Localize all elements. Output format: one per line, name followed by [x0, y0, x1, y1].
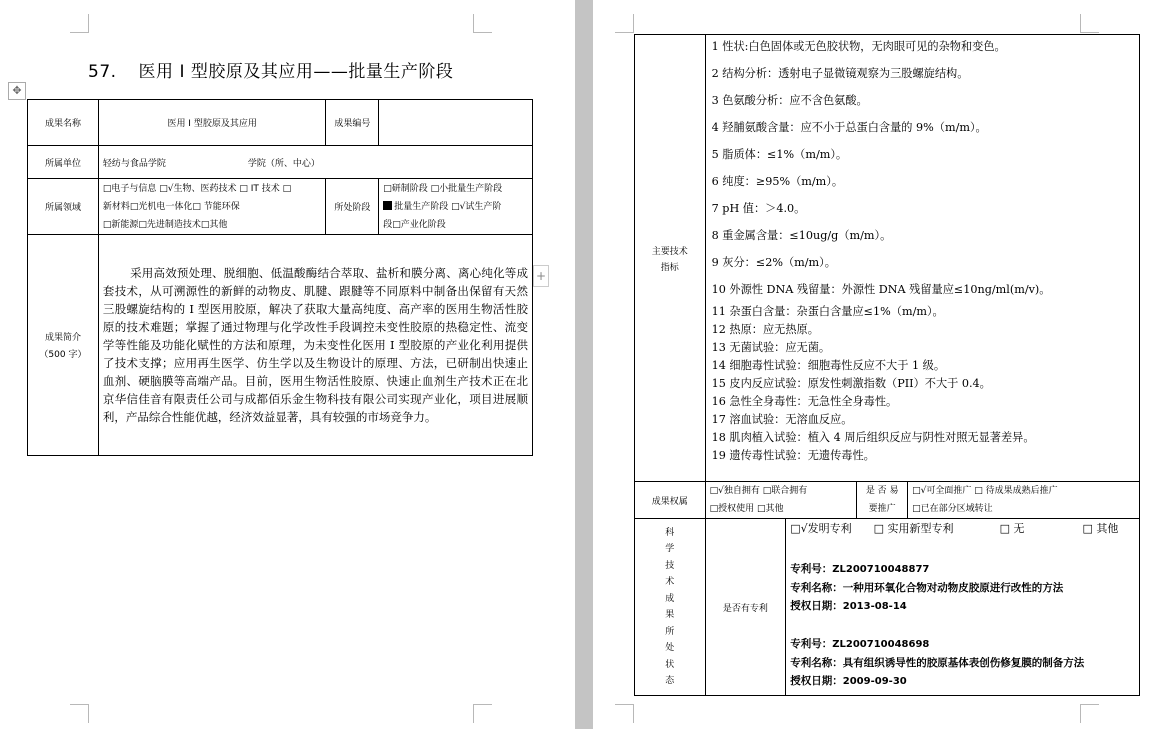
indicator-item: 1 性状:白色固体或无色胶状物，无肉眼可见的杂物和变色。 — [711, 40, 1006, 53]
field-options-line: 新材料□光机电一体化□ 节能环保 — [102, 201, 240, 212]
title-text: 医用 I 型胶原及其应用——批量生产阶段 — [138, 62, 454, 82]
achievement-no-label: 成果编号 — [326, 100, 379, 146]
indicator-item: 14 细胞毒性试验：细胞毒性反应不大于 1 级。 — [711, 359, 946, 372]
indicator-item: 2 结构分析：透射电子显微镜观察为三股螺旋结构。 — [711, 67, 969, 80]
achievement-name-value: 医用 I 型胶原及其应用 — [98, 100, 325, 146]
promote-options: □√可全面推广 □ 待成果成熟后推广 □已在部分区域转让 — [908, 482, 1140, 519]
status-label-char: 状 — [665, 659, 675, 670]
patent-type-option: □ 无 — [999, 522, 1025, 535]
indicator-item: 16 急性全身毒性：无急性全身毒性。 — [711, 395, 898, 408]
patent-type-option: □ 实用新型专利 — [873, 522, 954, 535]
patent-name: 专利名称：具有组织诱导性的胶原基体表创伤修复膜的制备方法 — [790, 657, 1085, 669]
intro-label: 成果简介 （500 字） — [28, 235, 99, 456]
indicator-item: 12 热原：应无热原。 — [711, 323, 819, 336]
unit-value-cell — [98, 146, 532, 179]
rights-label: 成果权属 — [635, 482, 706, 519]
patent-number: 专利号：ZL200710048877 — [790, 563, 930, 575]
indicator-item: 18 肌肉植入试验：植入 4 周后组织反应与阴性对照无显著差异。 — [711, 431, 1035, 444]
status-label-char: 术 — [665, 577, 675, 587]
indicator-item: 8 重金属含量：≤10ug/g（m/m）。 — [711, 229, 892, 242]
status-label-char: 所 — [665, 626, 675, 637]
patent-entry — [790, 635, 1135, 691]
page-corner-mark — [473, 704, 492, 723]
indicator-item: 19 遗传毒性试验：无遗传毒性。 — [711, 449, 875, 462]
page-corner-mark — [1080, 14, 1099, 33]
unit-value: 轻纺与食品学院 — [102, 158, 166, 169]
patent-type-option: □√发明专利 — [790, 522, 852, 535]
promote-label: 是 否 易 要推广 — [857, 482, 908, 519]
field-options-line: □新能源□先进制造技术□其他 — [102, 219, 228, 230]
indicator-item: 6 纯度：≥95%（m/m）。 — [711, 175, 844, 188]
indicator-item: 10 外源性 DNA 残留量：外源性 DNA 残留量应≤10ng/ml(m/v)。 — [711, 283, 1051, 296]
patent-number: 专利号：ZL200710048698 — [790, 638, 930, 650]
add-column-plus-icon[interactable]: + — [533, 265, 549, 287]
field-options-line: □电子与信息 □√生物、医药技术 □ IT 技术 □ — [102, 183, 292, 194]
page-corner-mark — [615, 14, 634, 33]
patent-details — [786, 519, 1140, 696]
stage-options-line: 批量生产阶段 □√试生产阶 — [383, 198, 528, 216]
page-corner-mark — [473, 14, 492, 33]
intro-text: 采用高效预处理、脱细胞、低温酸酶结合萃取、盐析和膜分离、离心纯化等成套技术，从可溯源性的新鲜的动物皮、肌腱、跟腱等不同原料中制备出保留有天然三股螺旋结构的 I 型医用胶原，解决了获取大量高纯度、高产率的医用生物活性胶原的技术难题；掌握了通过物理与化学改性手段调控未变性胶原的热稳定性、流变学等性能及功能化赋性的方法和原理，为未变性化医用 I 型胶原的产业化利用提供了技术支撑；应用再生医学、仿生学以及生物设计的原理、方法，已研制出快速止血剂、硬脑膜等高端产品。目前，医用生物活性胶原、快速止血剂生产技术正在北京华信佳音有限责任公司与成都佰乐金生物科技有限公司实现产业化，项目进展顺利，产品综合性能优越，经济效益显著，具有较强的市场竞争力。 — [98, 235, 532, 456]
status-label-char: 态 — [665, 676, 675, 686]
indicators-list — [705, 35, 1139, 482]
achievement-no-value — [379, 100, 533, 146]
status-label-char: 成 — [665, 593, 675, 604]
status-label-vertical — [635, 519, 706, 696]
checked-square-icon — [383, 201, 392, 210]
patent-type-options — [790, 520, 1135, 538]
indicator-item: 15 皮内反应试验：原发性刺激指数（PII）不大于 0.4。 — [711, 377, 991, 390]
status-label-char: 科 — [665, 527, 675, 538]
indicator-item: 7 pH 值：＞4.0。 — [711, 202, 806, 215]
stage-options — [379, 179, 533, 235]
stage-options-line: □研制阶段 □小批量生产阶段 — [383, 183, 503, 194]
technical-info-table — [634, 34, 1140, 696]
achievement-info-table — [27, 99, 533, 456]
page-corner-mark — [70, 14, 89, 33]
indicator-item: 3 色氨酸分析：应不含色氨酸。 — [711, 94, 868, 107]
indicator-item: 5 脂质体：≤1%（m/m）。 — [711, 148, 848, 161]
status-label-char: 果 — [665, 610, 675, 620]
indicator-item: 9 灰分：≤2%（m/m）。 — [711, 256, 836, 269]
unit-suffix: 学院（所、中心） — [247, 158, 320, 169]
status-label-char: 技 — [665, 560, 675, 571]
unit-label: 所属单位 — [28, 146, 99, 179]
page-corner-mark — [70, 704, 89, 723]
patent-entry — [790, 560, 1135, 616]
status-label-char: 学 — [665, 544, 675, 554]
field-options — [98, 179, 325, 235]
stage-label: 所处阶段 — [326, 179, 379, 235]
document-page-left — [0, 0, 575, 729]
patent-date: 授权日期：2009-09-30 — [790, 675, 907, 687]
patent-date: 授权日期：2013-08-14 — [790, 600, 907, 612]
field-label: 所属领域 — [28, 179, 99, 235]
indicator-item: 17 溶血试验：无溶血反应。 — [711, 413, 853, 426]
page-title — [88, 57, 453, 82]
patent-name: 专利名称：一种用环氧化合物对动物皮胶原进行改性的方法 — [790, 582, 1064, 594]
patent-label: 是否有专利 — [705, 519, 786, 696]
status-label-char: 处 — [665, 643, 675, 653]
indicator-item: 11 杂蛋白含量：杂蛋白含量应≤1%（m/m）。 — [711, 305, 944, 318]
indicator-item: 13 无菌试验：应无菌。 — [711, 341, 831, 354]
page-gutter — [575, 0, 593, 729]
page-corner-mark — [1080, 704, 1099, 723]
rights-options: □√独自拥有 □联合拥有 □授权使用 □其他 — [705, 482, 857, 519]
stage-options-line: 段□产业化阶段 — [383, 219, 446, 230]
page-corner-mark — [615, 704, 634, 723]
indicators-label: 主要技术 指标 — [635, 35, 706, 482]
achievement-name-label: 成果名称 — [28, 100, 99, 146]
patent-type-option: □ 其他 — [1082, 522, 1119, 535]
title-number: 57. — [88, 62, 117, 82]
table-move-handle-icon[interactable]: ✥ — [8, 82, 26, 100]
indicator-item: 4 羟脯氨酸含量：应不小于总蛋白含量的 9%（m/m）。 — [711, 121, 987, 134]
document-page-right — [593, 0, 1167, 729]
